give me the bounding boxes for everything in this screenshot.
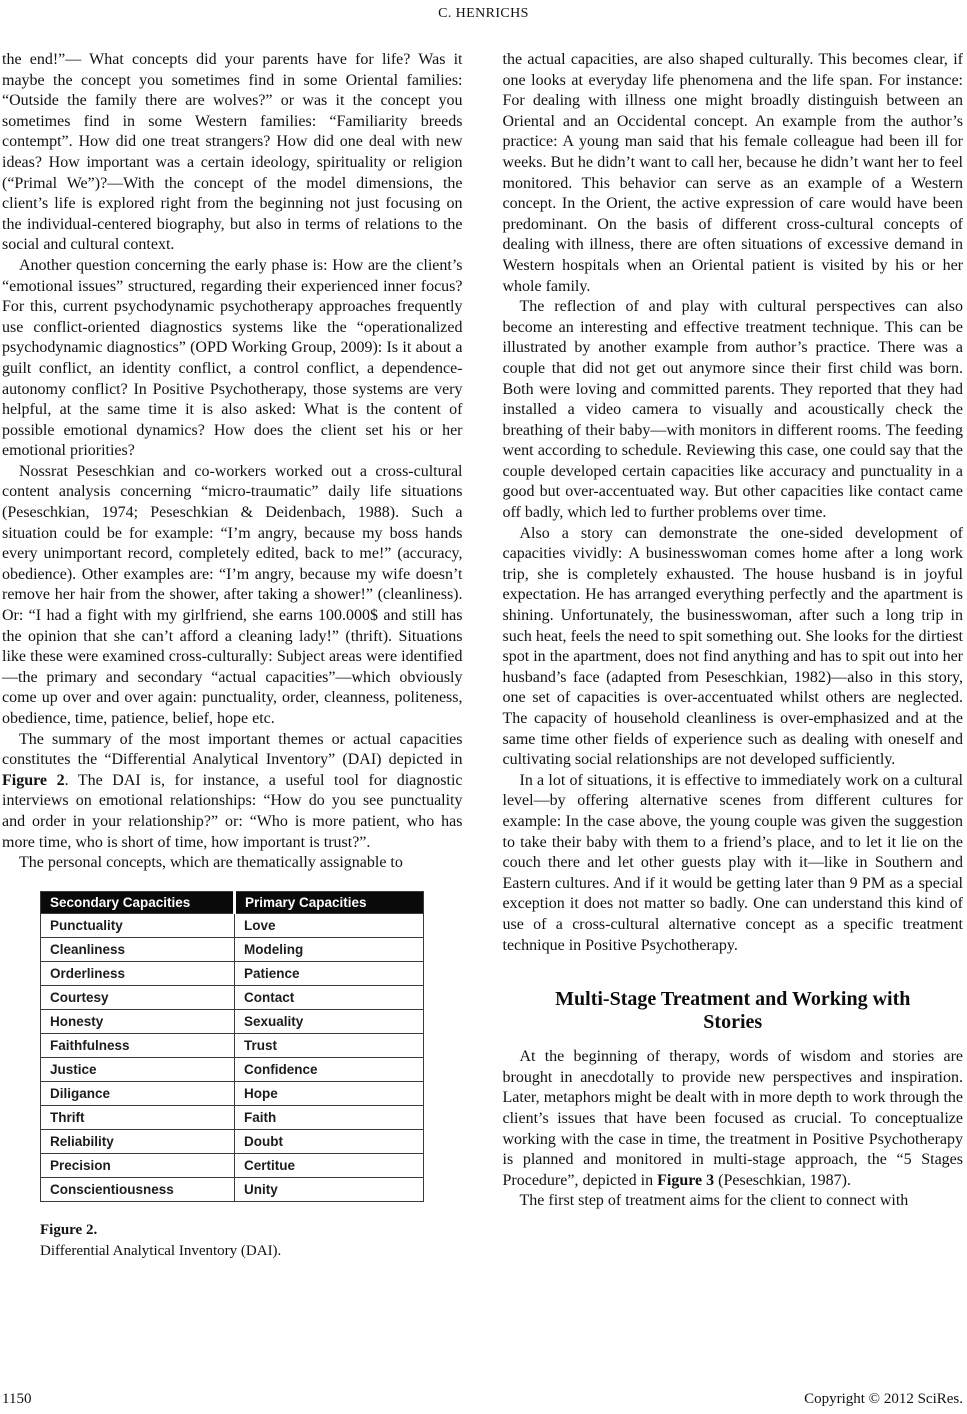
- page-number: 1150: [2, 1391, 32, 1407]
- table-cell: Conscientiousness: [41, 1177, 235, 1201]
- table-cell: Reliability: [41, 1129, 235, 1153]
- running-head: C. HENRICHS: [438, 6, 529, 21]
- paragraph: The summary of the most important themes or actual capacities constitutes the “Differential Analytical Inventory” (DAI) depicted in Figure 2. The DAI is, for instance, a useful tool for diagnostic interviews on emotional relationships: “How do you see punctuality and order in your relationship?” or: “Who is more patient, who has more time, who is short of time, how important is trust?”.: [2, 730, 463, 851]
- dai-table: [40, 891, 424, 1202]
- table-row: [41, 1009, 424, 1033]
- paragraph: The personal concepts, which are thematically assignable to: [19, 854, 403, 872]
- table-row: [41, 937, 424, 961]
- table-cell: Love: [235, 913, 424, 937]
- table-row: [41, 1081, 424, 1105]
- table-row: [41, 1129, 424, 1153]
- table-row: [41, 1033, 424, 1057]
- table-cell: Diligance: [41, 1081, 235, 1105]
- paragraph: The first step of treatment aims for the client to connect with: [519, 1192, 909, 1210]
- table-cell: Thrift: [41, 1105, 235, 1129]
- table-cell: Patience: [235, 961, 424, 985]
- paragraph: the end!”— What concepts did your parents have for life? Was it maybe the concept you sometimes find in some Oriental families: “Outside the family there are wolves?” or was it the concept you sometimes find in some Western families: “Familiarity breeds contempt”. How did one treat strangers? How did one deal with new ideas? How important was a certain ideology, spirituality or religion (“Primal We”)?—With the concept of the model dimensions, the client’s life is explored right from the beginning not just focusing on the individual-centered biography, but also in terms of relations to the social and cultural context.: [2, 51, 463, 254]
- copyright-notice: Copyright © 2012 SciRes.: [804, 1391, 963, 1407]
- paragraph: Nossrat Peseschkian and co-workers worked out a cross-cultural content analysis concerning “micro-traumatic” daily life situations (Peseschkian, 1974; Peseschkian & Deidenbach, 1988). Such a situation could be for example: “I’m angry, because my boss hands every unimportant record, completely edited, back to me!” (accuracy, obedience). Other examples are: “I’m angry, because my wife doesn’t remove her hair from the shower, after taking a shower!” (cleanliness). Or: “I had a fight with my girlfriend, she earns 100.000$ and still has the opinion that she can’t afford a cleaning lady!” (thrift). Situations like these were examined cross-culturally: Subject areas were identified—the primary and secondary “actual capacities”—which obviously come up over and over again: punctuality, order, cleanness, politeness, obedience, time, patience, belief, hope etc.: [2, 462, 463, 727]
- right-column-text-bottom: [503, 1047, 964, 1212]
- table-row: [41, 913, 424, 937]
- section-heading: Multi-Stage Treatment and Working with Stories: [555, 988, 911, 1034]
- page-footer: [0, 1391, 967, 1408]
- table-row: [41, 1177, 424, 1201]
- table-cell: Faith: [235, 1105, 424, 1129]
- left-column-text: [2, 50, 463, 874]
- dai-table-body: [41, 913, 424, 1201]
- table-cell: Modeling: [235, 937, 424, 961]
- table-cell: Faithfulness: [41, 1033, 235, 1057]
- table-row: [41, 1153, 424, 1177]
- left-column: [2, 50, 463, 1262]
- paragraph: At the beginning of therapy, words of wisdom and stories are brought in anecdotally to provide new perspectives and inspiration. Later, metaphors might be dealt with in more depth to work through the client’s issues that have been focused as crucial. To conceptualize working with the case in time, the treatment in Positive Psychotherapy is planned and monitored in multi-stage approach, the “5 Stages Procedure”, depicted in Figure 3 (Peseschkian, 1987).: [502, 1048, 963, 1189]
- table-cell: Trust: [235, 1033, 424, 1057]
- paragraph: Another question concerning the early phase is: How are the client’s “emotional issues” structured, regarding their experienced inner focus? For this, current psychodynamic psychotherapy approaches frequently use conflict-oriented diagnostics systems like the “operationalized psychodynamic diagnostics” (OPD Working Group, 2009): Is it about a guilt conflict, an identity conflict, a control conflict, a dependence-autonomy conflict? In Positive Psychotherapy, those systems are very helpful, at the same time it is also asked: What is the content of possible emotional dynamics? How does the client set his or her emotional priorities?: [2, 256, 463, 460]
- table-cell: Sexuality: [235, 1009, 424, 1033]
- paragraph: The reflection of and play with cultural perspectives can also become an interesting and effective treatment technique. This can be illustrated by another example from author’s practice. There was a couple that did not get out anymore since their first child was born. Both were loving and committed parents. They reported that they had installed a video camera to visually and acoustically check the breathing of their baby—with monitors in different rooms. The feeding went according to schedule. Reviewing this case, one could say that the couple developed certain capacities like accuracy and punctuality in a good but over-accentuated way. But other capacities like contact came off badly, which led to further problems over time.: [502, 298, 963, 522]
- table-cell: Punctuality: [41, 913, 235, 937]
- table-row: [41, 961, 424, 985]
- table-cell: Confidence: [235, 1057, 424, 1081]
- table-cell: Honesty: [41, 1009, 235, 1033]
- dai-table-header-row: [41, 891, 424, 913]
- table-cell: Justice: [41, 1057, 235, 1081]
- table-cell: Unity: [235, 1177, 424, 1201]
- table-row: [41, 1105, 424, 1129]
- table-cell: Certitue: [235, 1153, 424, 1177]
- table-cell: Cleanliness: [41, 937, 235, 961]
- table-cell: Courtesy: [41, 985, 235, 1009]
- figure2-caption: [40, 1220, 463, 1262]
- page-body: [0, 50, 967, 1262]
- table-row: [41, 985, 424, 1009]
- right-column: [503, 50, 964, 1262]
- paragraph: In a lot of situations, it is effective to immediately work on a cultural level—by offering alternative scenes from different cultures for example: In the case above, the young couple was given the suggestion to take their baby with them to a friend’s place, and to let it lie on the couch there and let other guests play with it—like in Southern and Eastern cultures. And if it would be getting later than 9 PM as a special exception it does not matter so badly. One can understand this kind of use of a cross-cultural alternative concept as a specific treatment technique in Positive Psychotherapy.: [502, 771, 963, 954]
- right-column-text-top: [503, 50, 964, 956]
- table-cell: Contact: [235, 985, 424, 1009]
- table-cell: Orderliness: [41, 961, 235, 985]
- figure2-caption-text: Differential Analytical Inventory (DAI).: [40, 1242, 282, 1259]
- figure2-caption-label: Figure 2.: [40, 1221, 98, 1238]
- table-cell: Precision: [41, 1153, 235, 1177]
- paragraph: Also a story can demonstrate the one-sided development of capacities vividly: A businesswoman comes home after a long work trip, she is completely exhausted. The house husband is in joyful expectation. He has arranged everything perfectly and the apartment is shining. Unfortunately, the businesswoman, after such a long trip in such heat, feels the need to spit something out. She looks for the dirtiest spot in the apartment, does not find anything and has to spit out into her husband’s face (adapted from Peseschkian, 1982)—also in this story, one set of capacities is over-accentuated whilst others are neglected. The capacity of household cleanliness is over-emphasized and at the same time other fields of experience such as dealing with oneself and cultivating social relationships are not developed sufficiently.: [502, 524, 963, 769]
- paragraph: the actual capacities, are also shaped culturally. This becomes clear, if one looks at everyday life phenomena and the life span. For instance: For dealing with illness one might broadly distinguish between an Oriental and an Occidental concept. An example from the author’s practice: A young man said that his female colleague had been ill for weeks. But he didn’t want to call her, because he didn’t want her to feel monitored. This behavior can serve as an example of a Western concept. In the Orient, the active expression of care would have been predominant. On the basis of different cross-cultural concepts of dealing with illness, there are often situations of excessive demand in Western hospitals when an Oriental patient is visited by his or her whole family.: [502, 51, 963, 295]
- dai-table-header-secondary: Secondary Capacities: [41, 891, 235, 913]
- table-row: [41, 1057, 424, 1081]
- dai-table-header-primary: Primary Capacities: [235, 891, 424, 913]
- table-cell: Hope: [235, 1081, 424, 1105]
- table-cell: Doubt: [235, 1129, 424, 1153]
